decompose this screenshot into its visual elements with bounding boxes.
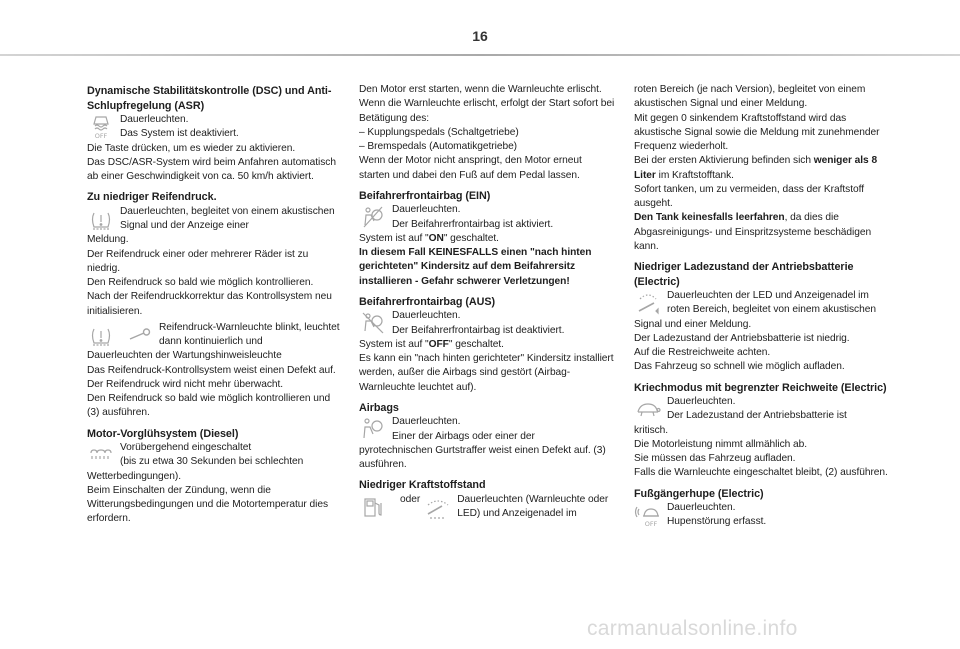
creep-line1: Dauerleuchten. (667, 396, 736, 407)
service-wrench-icon (126, 321, 154, 349)
tyre-pressure-icon (87, 321, 115, 349)
section-dsc (87, 84, 343, 184)
traction-battery-gauge-icon (634, 289, 662, 317)
section-airbag-off (359, 295, 615, 395)
turtle-mode-icon (634, 395, 662, 423)
tyre-body2: Dauerleuchten der Wartungshinweisleuchte Das Reifendruck-Kontrollsystem weist einen Defekt auf. Der Reifendruck wird nicht mehr überwacht. Den Reifendruck so bald wie möglich kontrollieren und (3) ausführen. (87, 350, 336, 419)
header-divider (0, 54, 960, 56)
column-2 (359, 83, 615, 527)
horn-line1: Dauerleuchten. (667, 502, 736, 513)
glow-continued: Den Motor erst starten, wenn die Warnleuchte erlischt. Wenn die Warnleuchte erlischt, erfolgt der Start sofort bei Betätigung des: – Kupplungspedals (Schaltgetriebe) – Bremspedals (Automatikgetriebe) Wenn der Motor nicht anspringt, den Motor erneut starten und dabei den Fuß auf dem Pedal lassen. (359, 84, 615, 181)
glow-plug-icon (87, 441, 115, 469)
tyre-heading: Zu niedriger Reifendruck. (87, 191, 217, 204)
pedestrian-horn-off-icon (634, 501, 662, 529)
tyre-body: Meldung. Der Reifendruck einer oder mehrerer Räder ist zu niedrig. Den Reifendruck so bald wie möglich kontrollieren. Nach der Reifendruckkorrektur das Kontrollsystem neu initialisieren. (87, 234, 332, 317)
dsc-heading: Dynamische Stabilitätskontrolle (DSC) und Anti-Schlupfregelung (ASR) (87, 85, 332, 112)
fuel-gauge-icon (424, 493, 452, 521)
column-3 (634, 83, 890, 536)
glow-body: Wetterbedingungen). Beim Einschalten der Zündung, wenn die Witterungsbedingungen und die Motortemperatur dies erfordern. (87, 470, 329, 525)
section-fuel-continued (634, 83, 890, 254)
fuel-continued-p1: roten Bereich (je nach Version), begleitet von einem akustischen Signal und einer Meldung. Mit gegen 0 sinkendem Kraftstoffstand wird das akustische Signal sowie die Meldung mit zunehmender Frequenz wiederholt. Bei der ersten Aktivierung befinden sich weniger als 8 Liter im Kraftstofftank. Sofort tanken, um zu vermeiden, dass der Kraftstoff ausgeht. (634, 84, 880, 209)
tyre-pressure-icon (87, 205, 115, 233)
airbag-off-line1: Dauerleuchten. (392, 310, 461, 322)
site-watermark: carmanualsonline.info (587, 617, 798, 640)
creep-line2: Der Ladezustand der Antriebsbatterie ist (667, 410, 847, 422)
dsc-body: Die Taste drücken, um es wieder zu aktivieren. Das DSC/ASR-System wird beim Anfahren automatisch ab einer Geschwindigkeit von ca. 50 km/h aktiviert. (87, 142, 336, 182)
airbag-on-line2: Der Beifahrerfrontairbag ist aktiviert. (392, 218, 554, 230)
glow-heading: Motor-Vorglühsystem (Diesel) (87, 427, 239, 440)
glow-line2: (bis zu etwa 30 Sekunden bei schlechten (120, 456, 304, 468)
fuel-or-text: oder (400, 493, 421, 505)
dsc-line2: Das System ist deaktiviert. (120, 128, 239, 140)
airbags-heading: Airbags (359, 401, 399, 414)
horn-line2: Hupenstörung erfasst. (667, 516, 767, 528)
page-number: 16 (472, 28, 488, 44)
airbag-icon (359, 415, 387, 443)
fuel-pump-icon (359, 493, 387, 521)
airbag-on-warning: In diesem Fall KEINESFALLS einen "nach hinten gerichteten" Kindersitz auf dem Beifahrersitz installieren - Gefahr schwerer Verletzungen! (359, 247, 592, 287)
section-tyre (87, 190, 343, 420)
airbags-line2: Einer der Airbags oder einer der (392, 430, 535, 442)
airbags-body: pyrotechnischen Gurtstraffer weist einen Defekt auf. (3) ausführen. (359, 444, 606, 470)
battery-line1: Dauerleuchten der LED und Anzeigenadel im roten Bereich, begleitet von einem akustischen (667, 290, 876, 316)
horn-heading: Fußgängerhupe (Electric) (634, 487, 764, 500)
airbag-off-status: System ist auf "OFF" geschaltet. (359, 338, 504, 350)
dsc-line1: Dauerleuchten. (120, 114, 189, 125)
section-airbags (359, 401, 615, 473)
airbags-line1: Dauerleuchten. (392, 416, 461, 428)
horn-off-label: OFF (644, 520, 658, 528)
passenger-airbag-off-icon (359, 309, 387, 337)
section-fuel (359, 478, 615, 521)
fuel-continued-p2: Den Tank keinesfalls leerfahren, da dies die Abgasreinigungs- und Einspritzsysteme beschädigen kann. (634, 212, 872, 252)
battery-heading: Niedriger Ladezustand der Antriebsbatterie (Electric) (634, 261, 854, 288)
airbag-off-body: Es kann ein "nach hinten gerichteter" Kindersitz installiert werden, außer die Airbags sind gestört (Airbag-Warnleuchte leuchtet auf). (359, 353, 614, 393)
passenger-airbag-on-icon (359, 203, 387, 231)
glow-line1: Vorübergehend eingeschaltet (120, 442, 252, 453)
fuel-heading: Niedriger Kraftstoffstand (359, 479, 486, 492)
section-creep (634, 381, 890, 481)
section-battery (634, 260, 890, 375)
airbag-off-line2: Der Beifahrerfrontairbag ist deaktiviert. (392, 324, 565, 336)
section-horn (634, 487, 890, 530)
fuel-line1: Dauerleuchten (Warnleuchte oder LED) und Anzeigenadel im (457, 493, 609, 519)
dsc-off-icon (87, 113, 115, 141)
airbag-off-heading: Beifahrerfrontairbag (AUS) (359, 295, 496, 308)
airbag-on-status: System ist auf "ON" geschaltet. (359, 232, 499, 244)
tyre-line2: Reifendruck-Warnleuchte blinkt, leuchtet dann kontinuierlich und (159, 321, 340, 347)
tyre-line1: Dauerleuchten, begleitet von einem akustischen Signal und der Anzeige einer (120, 205, 335, 231)
column-1 (87, 84, 343, 533)
section-airbag-on (359, 189, 615, 289)
creep-heading: Kriechmodus mit begrenzter Reichweite (Electric) (634, 381, 887, 394)
dsc-off-label: OFF (94, 132, 108, 140)
airbag-on-heading: Beifahrerfrontairbag (EIN) (359, 189, 491, 202)
battery-body: Signal und einer Meldung. Der Ladezustand der Antriebsbatterie ist niedrig. Auf die Restreichweite achten. Das Fahrzeug so schnell wie möglich aufladen. (634, 318, 850, 373)
section-glow (87, 427, 343, 527)
creep-body: kritisch. Die Motorleistung nimmt allmählich ab. Sie müssen das Fahrzeug aufladen. Falls die Warnleuchte eingeschaltet bleibt, (2) ausführen. (634, 424, 888, 479)
airbag-on-line1: Dauerleuchten. (392, 204, 461, 216)
